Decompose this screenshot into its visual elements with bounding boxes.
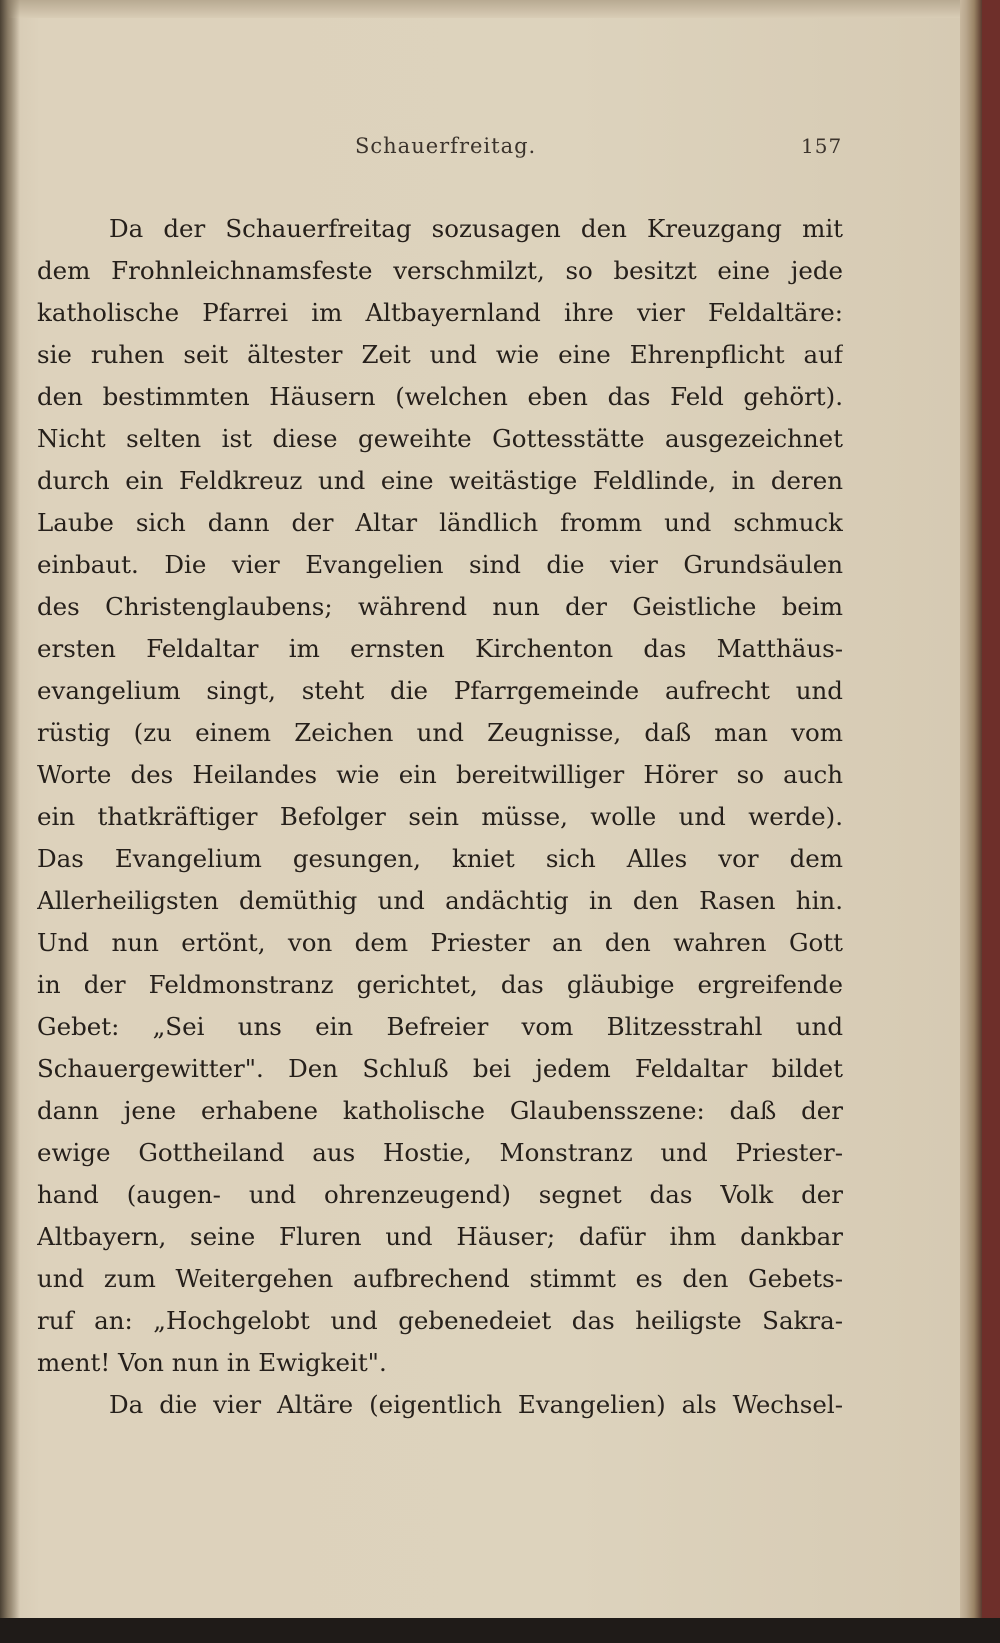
- text-line: Gebet: „Sei uns ein Befreier vom Blitzesstrahl und: [37, 1012, 843, 1041]
- text-line: Nicht selten ist diese geweihte Gottesstätte ausgezeichnet: [37, 424, 843, 453]
- body-text: [37, 208, 843, 1426]
- running-title: Schauerfreitag.: [355, 134, 537, 158]
- text-line: dem Frohnleichnamsfeste verschmilzt, so besitzt eine jede: [37, 256, 843, 285]
- text-line: ein thatkräftiger Befolger sein müsse, wolle und werde).: [37, 802, 843, 831]
- text-line: den bestimmten Häusern (welchen eben das Feld gehört).: [37, 382, 843, 411]
- page-top-edge: [0, 0, 982, 18]
- page-stack-edge: [960, 0, 982, 1618]
- text-line: rüstig (zu einem Zeichen und Zeugnisse, daß man vom: [37, 718, 843, 747]
- text-line: ersten Feldaltar im ernsten Kirchenton das Matthäus-: [37, 634, 843, 663]
- text-line: katholische Pfarrei im Altbayernland ihre vier Feldaltäre:: [37, 298, 843, 327]
- page-number: 157: [801, 134, 843, 158]
- scan-background-strip: [0, 1618, 1000, 1643]
- text-line: Das Evangelium gesungen, kniet sich Alles vor dem: [37, 844, 843, 873]
- text-line: in der Feldmonstranz gerichtet, das gläubige ergreifende: [37, 970, 843, 999]
- text-line: einbaut. Die vier Evangelien sind die vier Grundsäulen: [37, 550, 843, 579]
- text-line: ewige Gottheiland aus Hostie, Monstranz und Priester-: [37, 1138, 843, 1167]
- text-line: Schauergewitter". Den Schluß bei jedem Feldaltar bildet: [37, 1054, 843, 1083]
- text-line: Worte des Heilandes wie ein bereitwilliger Hörer so auch: [37, 760, 843, 789]
- book-cover-edge: [982, 0, 1000, 1618]
- text-line: und zum Weitergehen aufbrechend stimmt es den Gebets-: [37, 1264, 843, 1293]
- text-line: Da der Schauerfreitag sozusagen den Kreuzgang mit: [109, 214, 843, 243]
- text-line: Da die vier Altäre (eigentlich Evangelien) als Wechsel-: [109, 1390, 843, 1419]
- text-line: sie ruhen seit ältester Zeit und wie eine Ehrenpflicht auf: [37, 340, 843, 369]
- text-line: dann jene erhabene katholische Glaubensszene: daß der: [37, 1096, 843, 1125]
- binding-gutter-shadow: [0, 0, 20, 1618]
- text-line: hand (augen- und ohrenzeugend) segnet das Volk der: [37, 1180, 843, 1209]
- text-line: ruf an: „Hochgelobt und gebenedeiet das heiligste Sakra-: [37, 1306, 843, 1335]
- text-line: evangelium singt, steht die Pfarrgemeinde aufrecht und: [37, 676, 843, 705]
- text-line: ment! Von nun in Ewigkeit".: [37, 1348, 387, 1377]
- text-line: Allerheiligsten demüthig und andächtig in den Rasen hin.: [37, 886, 843, 915]
- text-line: Altbayern, seine Fluren und Häuser; dafür ihm dankbar: [37, 1222, 843, 1251]
- text-line: des Christenglaubens; während nun der Geistliche beim: [37, 592, 843, 621]
- text-line: Und nun ertönt, von dem Priester an den wahren Gott: [37, 928, 843, 957]
- text-line: Laube sich dann der Altar ländlich fromm und schmuck: [37, 508, 843, 537]
- text-line: durch ein Feldkreuz und eine weitästige Feldlinde, in deren: [37, 466, 843, 495]
